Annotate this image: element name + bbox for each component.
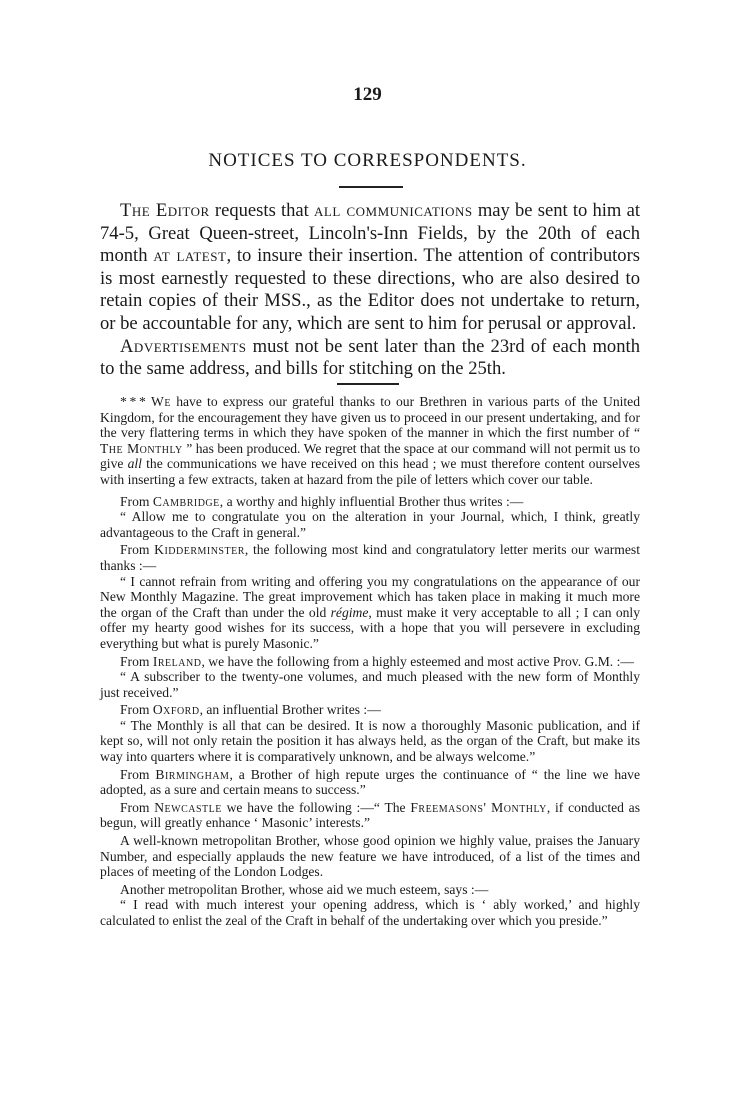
from-label: From	[120, 766, 156, 782]
ireland-intro	[100, 654, 640, 670]
oxford-place: Oxford	[152, 702, 200, 718]
editor-paragraph	[100, 200, 640, 336]
kidderminster-quote-b: , must make it very acceptable to all ; I can only offer my hearty good wishes for its success, with a hope that you will persevere in excluding everything but what is purely Masonic.”	[100, 604, 640, 651]
from-label: From	[120, 799, 155, 815]
title-divider	[339, 186, 403, 188]
all-communications-caps: all communications	[314, 200, 473, 221]
kidderminster-place: Kidderminster	[154, 542, 245, 558]
ireland-intro-text: , we have the following from a highly esteemed and most active Prov. G.M. :—	[201, 653, 634, 669]
newcastle-text-c: , if conducted as begun, will greatly enhance ‘ Masonic’ interests.”	[100, 799, 640, 831]
ireland-quote: “ A subscriber to the twenty-one volumes, and much pleased with the new form of Monthly just received.”	[100, 669, 640, 700]
cambridge-quote: “ Allow me to congratulate you on the alteration in your Journal, which, I think, greatly advantageous to the Craft in general.”	[100, 509, 640, 540]
kidderminster-intro-text: , the following most kind and congratulatory letter merits our warmest thanks :—	[100, 542, 640, 573]
metropolitan-paragraph-1: A well-known metropolitan Brother, whose good opinion we highly value, praises the January Number, and especially applauds the new feature we have introduced, of a list of the times and places of meeting of the London Lodges.	[100, 833, 640, 880]
from-label: From	[120, 653, 153, 669]
correspondence-section	[100, 394, 640, 929]
thanks-lead: We	[151, 394, 171, 409]
advertisements-lead: Advertisements	[120, 335, 247, 357]
editor-text-c: , to insure their insertion. The attention of contributors is most earnestly requested to these directions, who are also desired to retain copies of their MSS., as the Editor does not undertake to return, or be accountable for any, which are sent to him for perusal or approval.	[100, 245, 641, 334]
birmingham-paragraph	[100, 767, 640, 798]
oxford-intro-text: , an influential Brother writes :—	[199, 702, 381, 718]
regime-italic: régime	[330, 604, 369, 620]
kidderminster-intro	[100, 542, 640, 573]
editor-text-a: requests that	[209, 200, 315, 221]
thanks-text-a: have to express our grateful thanks to our Brethren in various parts of the United Kingdom, for the encouragement they have given us to proceed in our present undertaking, and for the very flattering terms in which they have spoken of the manner in which the first number of “	[100, 394, 640, 441]
advertisements-text: must not be sent later than the 23rd of each month to the same address, and bills for stitching on the 25th.	[100, 335, 640, 380]
oxford-quote: “ The Monthly is all that can be desired. It is now a thoroughly Masonic publication, and if kept so, will not only retain the position it has always held, as the organ of the Craft, but make its way into quarters where it is comparatively unknown, and be always welcome.”	[100, 717, 640, 765]
thanks-paragraph	[100, 394, 640, 488]
page-title: NOTICES TO CORRESPONDENTS.	[208, 150, 527, 171]
thanks-text-c: the communications we have received on this head ; we must therefore content ourselves with inserting a few extracts, taken at hazard from the pile of letters which cover our table.	[100, 456, 640, 487]
from-label: From	[120, 493, 153, 509]
section-divider	[337, 383, 399, 385]
cambridge-intro-text: , a worthy and highly influential Brother thus writes :—	[219, 493, 524, 509]
all-italic: all	[127, 456, 142, 472]
the-monthly-caps: The Monthly	[100, 440, 183, 456]
newcastle-text-a: we have the following :—“ The	[221, 799, 411, 815]
at-latest-caps: at latest	[153, 245, 227, 267]
editor-notice	[100, 200, 640, 381]
ireland-place: Ireland	[152, 653, 202, 669]
monthly-caps: Monthly	[491, 799, 547, 815]
metropolitan-quote: “ I read with much interest your opening address, which is ‘ ably worked,’ and highly calculated to enlist the zeal of the Craft in behalf of the undertaking over which you preside.”	[100, 897, 640, 928]
kidderminster-quote	[100, 574, 640, 652]
page-number: 129	[353, 84, 382, 105]
oxford-intro	[100, 702, 640, 718]
newcastle-place: Newcastle	[154, 799, 222, 815]
from-label: From	[120, 702, 153, 718]
editor-lead: The Editor	[120, 200, 210, 221]
editor-text-b: may be sent to him at 74-5, Great Queen-street, Lincoln's-Inn Fields, by the 20th of each month	[100, 200, 640, 267]
freemasons-caps: Freemasons'	[410, 799, 487, 815]
metropolitan-paragraph-2: Another metropolitan Brother, whose aid we much esteem, says :—	[120, 881, 489, 897]
cambridge-place: Cambridge	[152, 493, 220, 509]
cambridge-intro	[100, 494, 640, 510]
birmingham-place: Birmingham	[155, 766, 230, 782]
asterism: * * *	[120, 394, 146, 409]
thanks-text-b: ” has been produced. We regret that the space at our command will not permit us to give	[100, 440, 640, 472]
from-label: From	[120, 542, 155, 558]
newcastle-paragraph	[100, 800, 640, 831]
birmingham-text: , a Brother of high repute urges the continuance of “ the line we have adopted, as a sure and certain means to success.”	[100, 766, 640, 798]
kidderminster-quote-a: “ I cannot refrain from writing and offering you my congratulations on the appearance of our New Monthly Magazine. The great improvement which has taken place in making it much more the organ of the Craft than under the old	[100, 573, 640, 620]
advertisements-paragraph	[100, 336, 640, 381]
